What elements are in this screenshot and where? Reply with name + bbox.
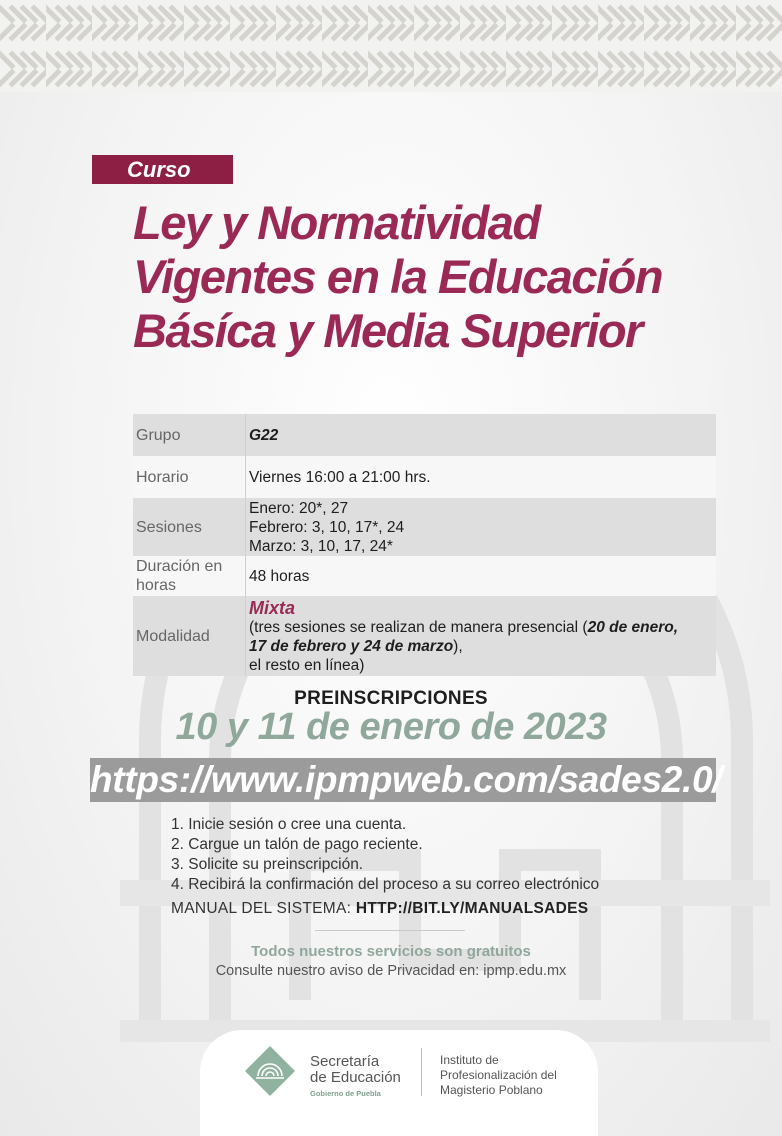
modalidad-dates: 17 de febrero y 24 de marzo <box>249 637 454 655</box>
modalidad-line-2 <box>249 637 713 656</box>
duracion-label <box>133 556 246 596</box>
preinscripciones-label: PREINSCRIPCIONES <box>294 688 488 709</box>
sesiones-enero: Enero: 20*, 27 <box>249 499 349 517</box>
row-modalidad <box>133 596 716 676</box>
grupo-value: G22 <box>246 414 717 456</box>
preinscripciones-date: 10 y 11 de enero de 2023 <box>175 706 607 748</box>
modalidad-main: Mixta <box>249 597 296 618</box>
course-badge: Curso <box>92 155 233 184</box>
horario-label: Horario <box>133 456 246 498</box>
registration-url-link[interactable]: https://www.ipmpweb.com/sades2.0/ <box>90 759 723 800</box>
course-info-table <box>133 414 716 676</box>
free-services-note: Todos nuestros servicios son gratuitos <box>251 943 531 960</box>
ipmp-name <box>440 1053 557 1098</box>
row-grupo <box>133 414 716 456</box>
sep-name-line-2: de Educación <box>310 1069 401 1086</box>
sesiones-febrero: Febrero: 3, 10, 17*, 24 <box>249 518 405 536</box>
woven-pattern-band <box>0 0 782 92</box>
title-line-1: Ley y Normatividad <box>133 196 540 249</box>
row-duracion <box>133 556 716 596</box>
sesiones-value <box>246 498 717 556</box>
modalidad-value <box>246 596 717 676</box>
modalidad-line-1 <box>249 618 713 637</box>
privacy-note: Consulte nuestro aviso de Privacidad en: ipmp.edu.mx <box>215 963 567 979</box>
duracion-label-line-2: horas <box>136 577 177 594</box>
sesiones-marzo: Marzo: 3, 10, 17, 24* <box>249 537 393 555</box>
divider <box>315 930 465 931</box>
title-line-3: Básíca y Media Superior <box>133 304 642 357</box>
modalidad-line-3: el resto en línea) <box>249 656 365 674</box>
duracion-value: 48 horas <box>246 556 717 596</box>
modalidad-line-1-text: (tres sesiones se realizan de manera presencial ( <box>249 618 588 636</box>
step-item-2: 2. Cargue un talón de pago reciente. <box>171 836 423 853</box>
steps-list <box>171 815 599 895</box>
manual-line <box>171 900 588 918</box>
ipmp-name-line-2: Profesionalización del <box>440 1068 557 1082</box>
sep-logo-icon <box>245 1046 295 1096</box>
modalidad-label: Modalidad <box>133 596 246 676</box>
sesiones-label: Sesiones <box>133 498 246 556</box>
sep-name <box>310 1054 401 1086</box>
manual-label: MANUAL DEL SISTEMA: <box>171 900 356 917</box>
grupo-label: Grupo <box>133 414 246 456</box>
step-item-1: 1. Inicie sesión o cree una cuenta. <box>171 816 407 833</box>
step-item-3: 3. Solicite su preinscripción. <box>171 856 364 873</box>
row-sesiones <box>133 498 716 556</box>
sep-name-line-1: Secretaría <box>310 1053 380 1070</box>
modalidad-date-enero: 20 de enero, <box>587 618 679 636</box>
step-item-4: 4. Recibirá la confirmación del proceso a su correo electrónico <box>171 876 600 893</box>
row-horario <box>133 456 716 498</box>
title-line-2: Vigentes en la Educación <box>133 250 663 303</box>
ipmp-name-line-3: Magisterio Poblano <box>440 1083 543 1097</box>
duracion-label-line-1: Duración en <box>136 558 223 575</box>
sep-subtitle: Gobierno de Puebla <box>310 1089 381 1098</box>
modalidad-line-2-close: ), <box>453 637 463 655</box>
manual-link[interactable]: HTTP://BIT.LY/MANUALSADES <box>355 900 589 917</box>
footer-separator <box>421 1048 422 1096</box>
horario-value: Viernes 16:00 a 21:00 hrs. <box>246 456 717 498</box>
course-title <box>133 196 773 358</box>
ipmp-name-line-1: Instituto de <box>440 1053 499 1067</box>
